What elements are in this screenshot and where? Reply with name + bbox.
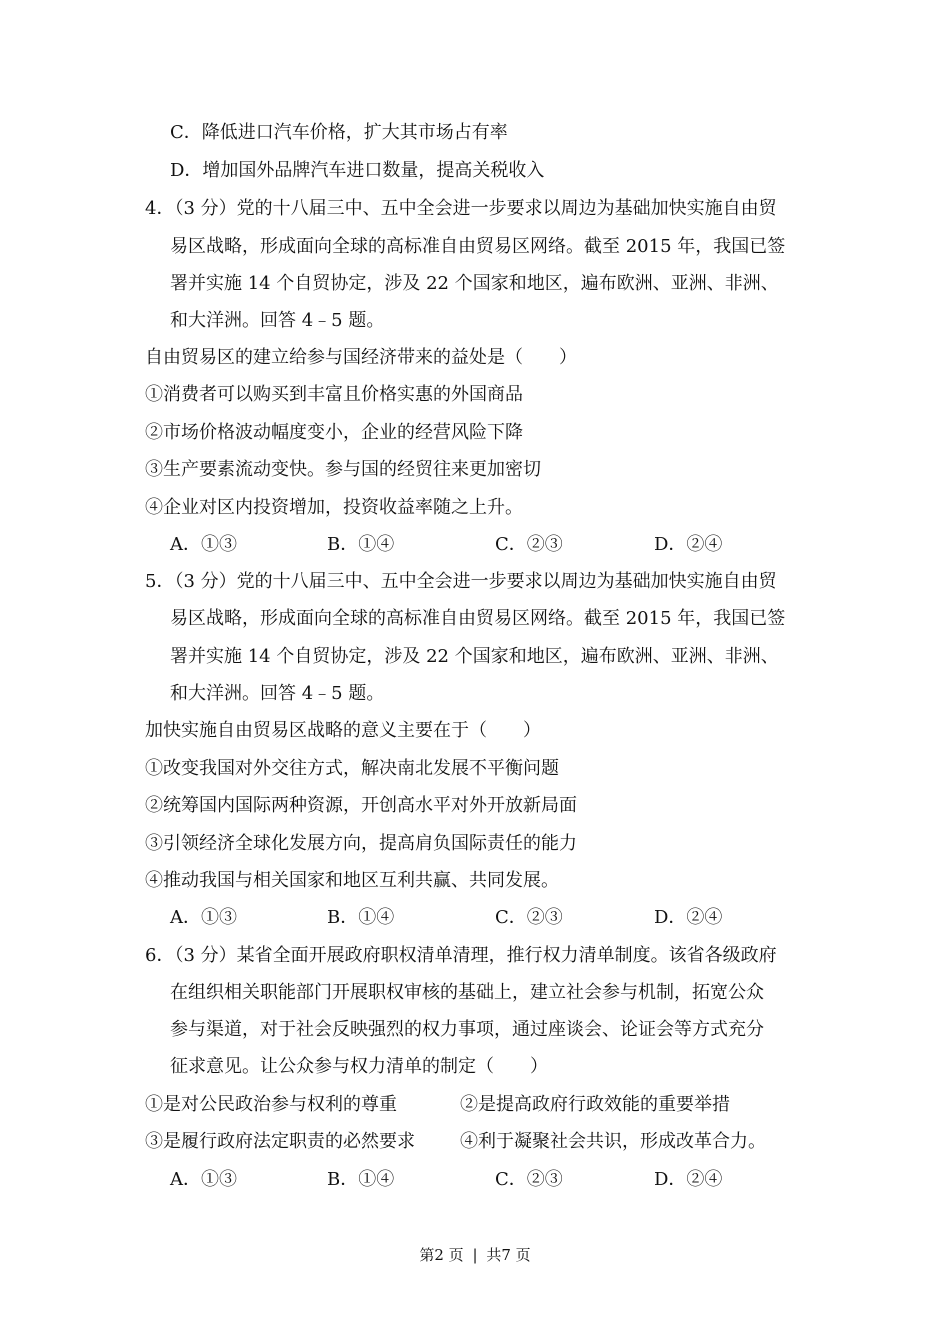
q5-item: ①改变我国对外交往方式，解决南北发展不平衡问题 <box>145 758 559 779</box>
q5-question: 加快实施自由贸易区战略的意义主要在于（ ） <box>145 720 541 741</box>
q5-option-c[interactable]: C．②③ <box>495 907 563 928</box>
q6-option-b[interactable]: B．①④ <box>327 1169 395 1190</box>
q4-stem-line: 署并实施 14 个自贸协定，涉及 22 个国家和地区，遍布欧洲、亚洲、非洲、 <box>170 273 779 294</box>
q5-item: ④推动我国与相关国家和地区互利共赢、共同发展。 <box>145 870 559 891</box>
q4-option-b[interactable]: B．①④ <box>327 534 395 555</box>
q4-option-d[interactable]: D．②④ <box>654 534 723 555</box>
q6-item: ③是履行政府法定职责的必然要求 <box>145 1131 415 1152</box>
q5-stem-line: 5．（3 分）党的十八届三中、五中全会进一步要求以周边为基础加快实施自由贸 <box>145 571 777 592</box>
q5-stem-line: 易区战略，形成面向全球的高标准自由贸易区网络。截至 2015 年，我国已签 <box>170 608 786 629</box>
q3-option-d: D．增加国外品牌汽车进口数量，提高关税收入 <box>170 160 545 181</box>
q4-item: ③生产要素流动变快。参与国的经贸往来更加密切 <box>145 459 541 480</box>
q4-stem-line: 和大洋洲。回答 4﹣5 题。 <box>170 310 385 331</box>
q6-option-d[interactable]: D．②④ <box>654 1169 723 1190</box>
q5-item: ③引领经济全球化发展方向，提高肩负国际责任的能力 <box>145 833 577 854</box>
q4-option-c[interactable]: C．②③ <box>495 534 563 555</box>
q5-options <box>170 906 810 930</box>
q6-item: ①是对公民政治参与权利的尊重 <box>145 1094 397 1115</box>
q3-option-c: C．降低进口汽车价格，扩大其市场占有率 <box>170 122 508 143</box>
footer-separator: | <box>472 1246 478 1264</box>
q4-options <box>170 533 810 557</box>
q6-item: ②是提高政府行政效能的重要举措 <box>460 1094 730 1115</box>
q4-question: 自由贸易区的建立给参与国经济带来的益处是（ ） <box>145 347 577 368</box>
q5-item: ②统筹国内国际两种资源，开创高水平对外开放新局面 <box>145 795 577 816</box>
q6-stem-line: 征求意见。让公众参与权力清单的制定（ ） <box>170 1056 548 1077</box>
q5-option-a[interactable]: A．①③ <box>170 907 237 928</box>
q6-stem-line: 参与渠道，对于社会反映强烈的权力事项，通过座谈会、论证会等方式充分 <box>170 1019 764 1040</box>
q5-stem-line: 和大洋洲。回答 4﹣5 题。 <box>170 683 385 704</box>
q6-item: ④利于凝聚社会共识，形成改革合力。 <box>460 1131 766 1152</box>
q6-stem-line: 在组织相关职能部门开展职权审核的基础上，建立社会参与机制，拓宽公众 <box>170 982 764 1003</box>
q5-option-b[interactable]: B．①④ <box>327 907 395 928</box>
q6-stem-line: 6．（3 分）某省全面开展政府职权清单清理，推行权力清单制度。该省各级政府 <box>145 945 777 966</box>
q5-option-d[interactable]: D．②④ <box>654 907 723 928</box>
q6-option-a[interactable]: A．①③ <box>170 1169 237 1190</box>
q4-stem-line: 4．（3 分）党的十八届三中、五中全会进一步要求以周边为基础加快实施自由贸 <box>145 198 777 219</box>
q4-option-a[interactable]: A．①③ <box>170 534 237 555</box>
q6-option-c[interactable]: C．②③ <box>495 1169 563 1190</box>
q4-stem-line: 易区战略，形成面向全球的高标准自由贸易区网络。截至 2015 年，我国已签 <box>170 236 786 257</box>
q4-item: ①消费者可以购买到丰富且价格实惠的外国商品 <box>145 384 523 405</box>
page-total: 共7 页 <box>486 1246 531 1264</box>
q5-stem-line: 署并实施 14 个自贸协定，涉及 22 个国家和地区，遍布欧洲、亚洲、非洲、 <box>170 646 779 667</box>
q6-items-row <box>145 1093 825 1117</box>
q4-item: ④企业对区内投资增加，投资收益率随之上升。 <box>145 497 523 518</box>
q6-options <box>170 1168 810 1192</box>
q6-items-row <box>145 1130 825 1154</box>
q4-item: ②市场价格波动幅度变小，企业的经营风险下降 <box>145 422 523 443</box>
page-number: 第2 页 <box>419 1246 464 1264</box>
page-footer <box>0 1245 950 1265</box>
